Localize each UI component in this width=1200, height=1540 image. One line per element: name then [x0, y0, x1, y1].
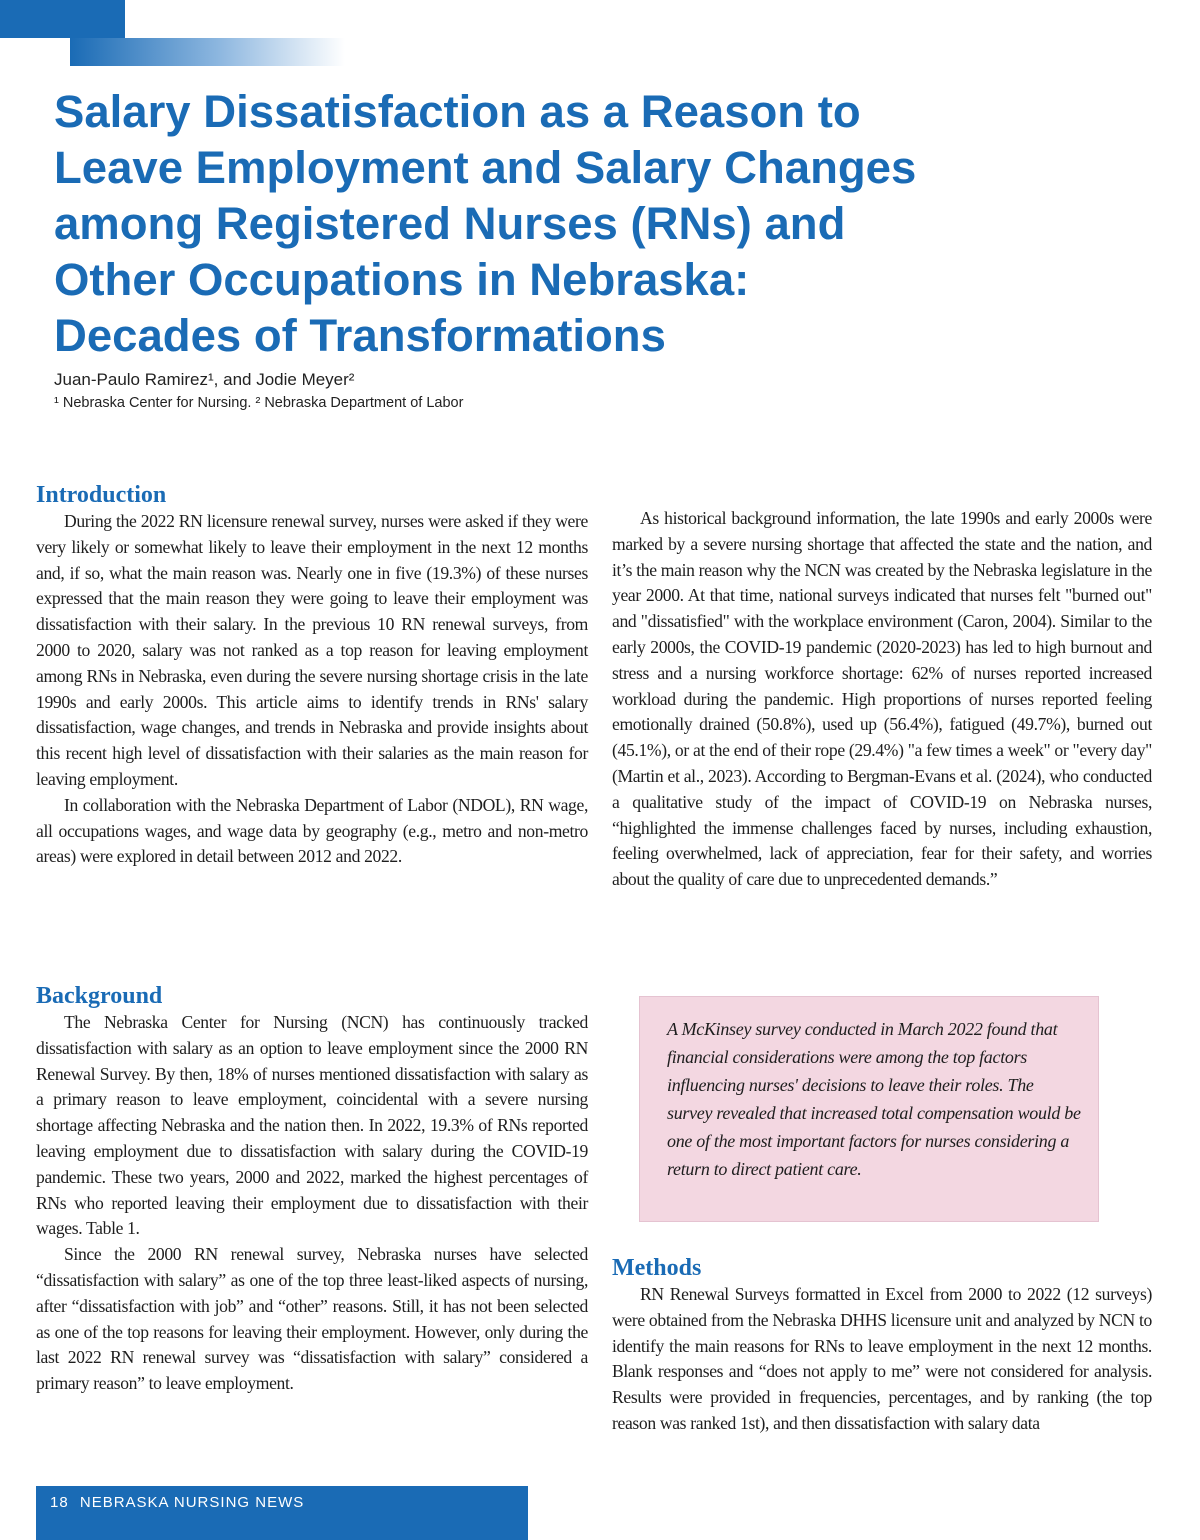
- introduction-heading: Introduction: [36, 482, 167, 508]
- background-heading: Background: [36, 983, 163, 1009]
- title-line: Other Occupations in Nebraska:: [54, 254, 750, 305]
- mckinsey-callout-box: [639, 996, 1099, 1222]
- corner-gradient-bar: [70, 38, 345, 66]
- footer-bar: [36, 1486, 528, 1540]
- background-paragraph-2: Since the 2000 RN renewal survey, Nebraska nurses have selected “dissatisfaction with salary” as one of the top three least-liked aspects of nursing, after “dissatisfaction with job” and “other” reasons. Still, it has not been selected as one of the top reasons for leaving their employment. However, only during the last 2022 RN renewal survey was “dissatisfaction with salary” considered a primary reason” to leave employment.: [36, 1244, 588, 1394]
- background-paragraph-1: The Nebraska Center for Nursing (NCN) has continuously tracked dissatisfaction with salary as an option to leave employment since the 2000 RN Renewal Survey. By then, 18% of nurses mentioned dissatisfaction with salary as a primary reason to leave employment, coincidental with a severe nursing shortage affecting Nebraska and the nation then. In 2022, 19.3% of RNs reported leaving employment due to dissatisfaction with salary during the COVID-19 pandemic. These two years, 2000 and 2022, marked the highest percentages of RNs who reported leaving their employment due to dissatisfaction with their wages. Table 1.: [36, 1012, 588, 1239]
- article-title: [54, 84, 1174, 364]
- introduction-paragraph-1: During the 2022 RN licensure renewal survey, nurses were asked if they were very likely or somewhat likely to leave their employment in the next 12 months and, if so, what the main reason was. Nearly one in five (19.3%) of these nurses expressed that the main reason they were going to leave their employment was dissatisfaction with their salary. In the previous 10 RN renewal surveys, from 2000 to 2020, salary was not ranked as a top reason for leaving employment among RNs in Nebraska, even during the severe nursing shortage crisis in the late 1990s and early 2000s. This article aims to identify trends in RNs' salary dissatisfaction, wage changes, and trends in Nebraska and provide insights about this recent high level of dissatisfaction with their salaries as the main reason for leaving employment.: [36, 511, 588, 789]
- publication-name: NEBRASKA NURSING NEWS: [79, 1494, 305, 1511]
- title-line: Leave Employment and Salary Changes: [54, 142, 917, 193]
- authors: Juan-Paulo Ramirez¹, and Jodie Meyer²: [54, 370, 355, 389]
- introduction-section: [36, 481, 588, 870]
- callout-text: A McKinsey survey conducted in March 2022 found that financial considerations were among the top factors influencing nurses' decisions to leave their roles. The survey revealed that increased total compensation would be one of the most important factors for nurses considering a return to direct patient care.: [667, 1019, 1081, 1179]
- historical-paragraph: As historical background information, the late 1990s and early 2000s were marked by a severe nursing shortage that affected the state and the nation, and it’s the main reason why the NCN was created by the Nebraska legislature in the year 2000. At that time, national surveys indicated that nurses felt "burned out" and "dissatisfied" with the workplace environment (Caron, 2004). Similar to the early 2000s, the COVID-19 pandemic (2020-2023) has led to high burnout and stress and a nursing workforce shortage: 62% of nurses reported increased workload during the pandemic. High proportions of nurses reported feeling emotionally drained (50.8%), used up (56.4%), fatigued (49.7%), burned out (45.1%), or at the end of their rope (29.4%) "a few times a week" or "every day" (Martin et al., 2023). According to Bergman-Evans et al. (2024), who conducted a qualitative study of the impact of COVID-19 on Nebraska nurses, “highlighted the immense challenges faced by nurses, including exhaustion, feeling overwhelmed, lack of appreciation, fear for their safety, and worries about the quality of care due to unprecedented demands.”: [612, 508, 1152, 890]
- affiliations: ¹ Nebraska Center for Nursing. ² Nebraska Department of Labor: [54, 395, 464, 411]
- methods-heading: Methods: [612, 1255, 702, 1281]
- introduction-paragraph-2: In collaboration with the Nebraska Department of Labor (NDOL), RN wage, all occupations wages, and wage data by geography (e.g., metro and non-metro areas) were explored in detail between 2012 and 2022.: [36, 794, 588, 867]
- footer-text: [50, 1494, 310, 1511]
- page-number: 18: [50, 1494, 69, 1511]
- historical-section: [612, 506, 1152, 893]
- methods-section: [612, 1254, 1152, 1437]
- title-line: among Registered Nurses (RNs) and: [54, 198, 846, 249]
- methods-paragraph: RN Renewal Surveys formatted in Excel from 2000 to 2022 (12 surveys) were obtained from the Nebraska DHHS licensure unit and analyzed by NCN to identify the main reasons for RNs to leave employment in the next 12 months. Blank responses and “does not apply to me” were not considered for analysis. Results were provided in frequencies, percentages, and by ranking (the top reason was ranked 1st), and then dissatisfaction with salary data: [612, 1284, 1152, 1433]
- corner-accent-block: [0, 0, 125, 38]
- background-section: [36, 982, 588, 1397]
- title-line: Decades of Transformations: [54, 310, 666, 361]
- title-line: Salary Dissatisfaction as a Reason to: [54, 86, 861, 137]
